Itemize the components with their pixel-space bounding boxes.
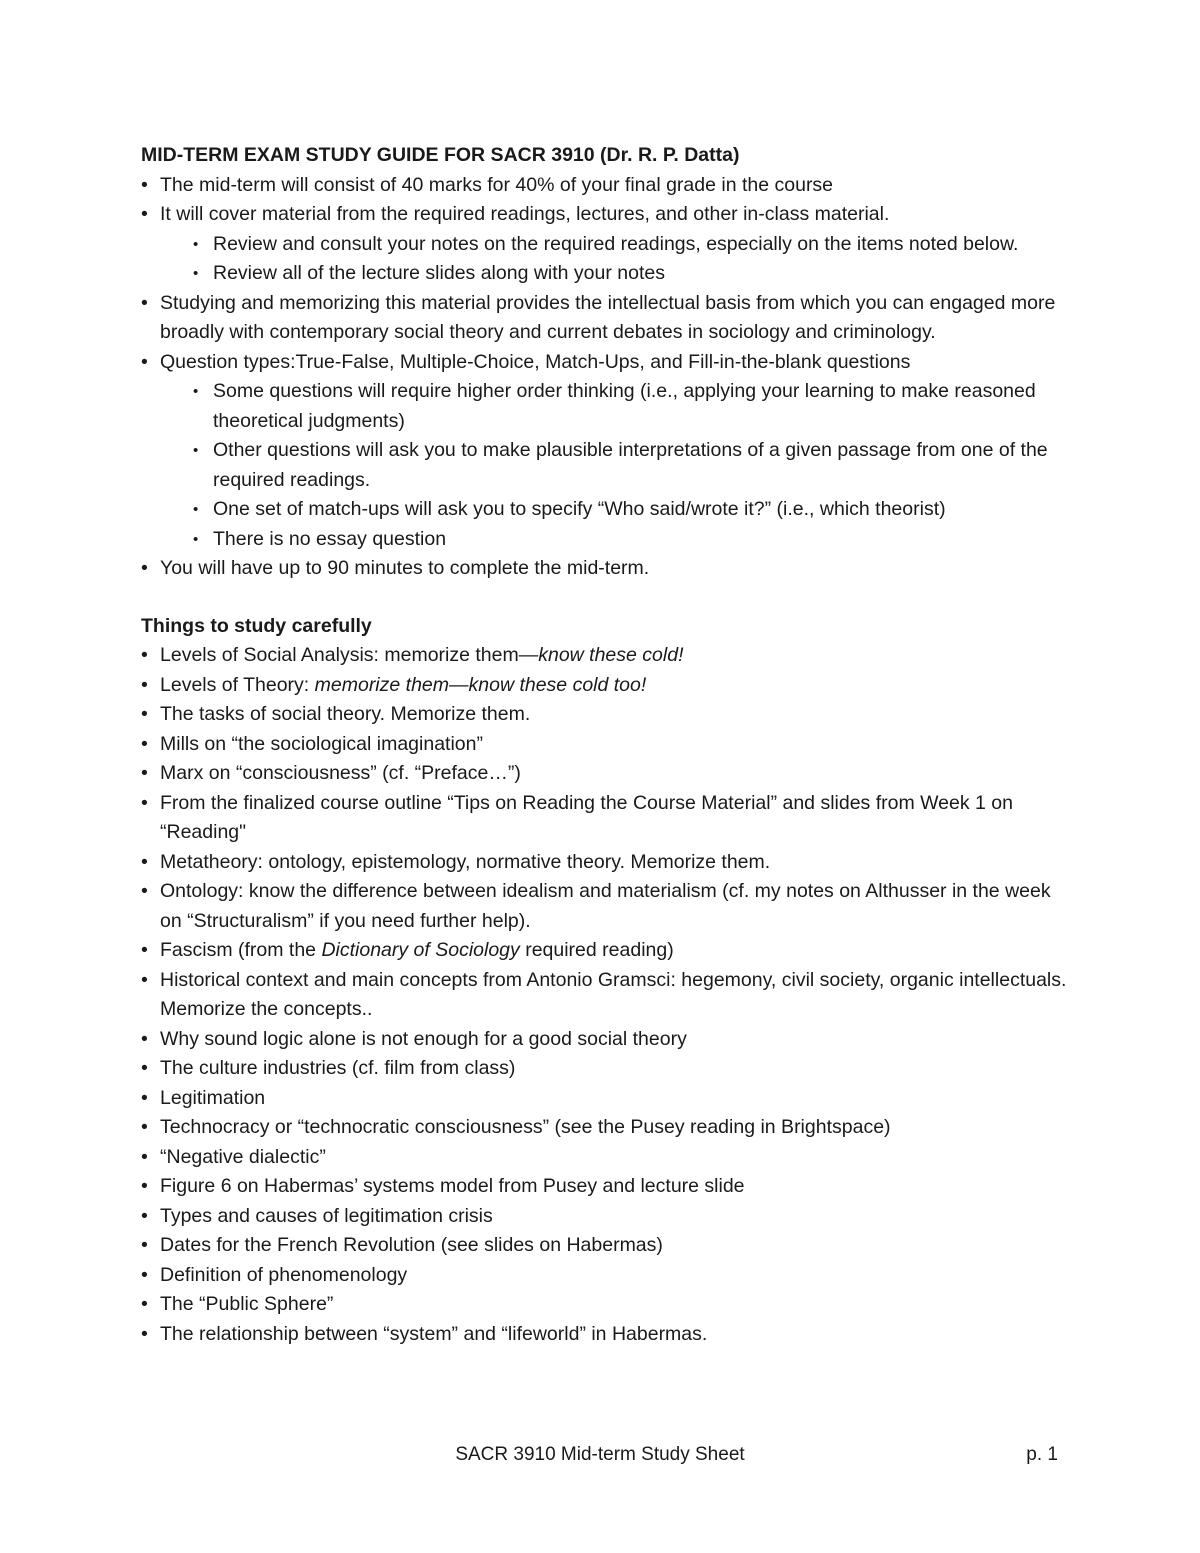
list-item <box>141 1113 1071 1143</box>
item-text: Metatheory: ontology, epistemology, normative theory. Memorize them. <box>160 850 771 873</box>
list-item <box>141 1054 1071 1084</box>
item-emphasis: know these cold! <box>538 644 684 666</box>
item-text: Some questions will require higher order thinking (i.e., applying your learning to make reasoned theoretical judgments) <box>213 380 1036 432</box>
item-text: Ontology: know the difference between idealism and materialism (cf. my notes on Althusser in the week on “Structuralism” if you need further help). <box>160 880 1051 932</box>
list-item <box>141 700 1071 730</box>
list-item <box>141 1290 1071 1320</box>
list-item <box>141 1320 1071 1350</box>
item-text: Mills on “the sociological imagination” <box>160 732 483 755</box>
study-list <box>141 641 1071 1349</box>
item-text: Technocracy or “technocratic consciousness” (see the Pusey reading in Brightspace) <box>160 1116 891 1138</box>
item-text: The tasks of social theory. Memorize them. <box>160 703 531 725</box>
item-text: Marx on “consciousness” (cf. “Preface…”) <box>160 762 521 784</box>
sub-list-item <box>193 230 1071 260</box>
list-item <box>141 200 1071 289</box>
list-item <box>141 171 1071 201</box>
item-text: Review and consult your notes on the required readings, especially on the items noted below. <box>213 232 1019 255</box>
list-item <box>141 1172 1071 1202</box>
sub-list-item <box>193 436 1071 495</box>
sub-list <box>160 230 1071 289</box>
list-item <box>141 966 1071 1025</box>
item-text: From the finalized course outline “Tips on Reading the Course Material” and slides from Week 1 on “Reading" <box>160 791 1013 843</box>
item-text: Types and causes of legitimation crisis <box>160 1204 493 1227</box>
section-spacer <box>141 584 1071 612</box>
item-text: Definition of phenomenology <box>160 1263 408 1286</box>
list-item <box>141 1261 1071 1291</box>
sub-list-item <box>193 525 1071 555</box>
item-text: Dates for the French Revolution (see slides on Habermas) <box>160 1234 663 1256</box>
page-number: p. 1 <box>1026 1444 1058 1465</box>
list-item <box>141 1084 1071 1114</box>
list-item <box>141 730 1071 760</box>
item-text: Levels of Theory: <box>160 673 315 696</box>
sub-list-item <box>193 259 1071 289</box>
item-text: The mid-term will consist of 40 marks for 40% of your final grade in the course <box>160 173 834 196</box>
list-item <box>141 671 1071 701</box>
list-item <box>141 1202 1071 1232</box>
list-item <box>141 789 1071 848</box>
list-item <box>141 877 1071 936</box>
document-body <box>141 141 1071 1349</box>
item-text: Question types:True-False, Multiple-Choice, Match-Ups, and Fill-in-the-blank questions <box>160 350 911 373</box>
list-item <box>141 554 1071 584</box>
sub-list <box>160 377 1071 554</box>
item-text: The culture industries (cf. film from class) <box>160 1057 516 1079</box>
item-text: Figure 6 on Habermas’ systems model from Pusey and lecture slide <box>160 1175 745 1197</box>
item-text: You will have up to 90 minutes to complete the mid-term. <box>160 557 650 579</box>
list-item <box>141 1025 1071 1055</box>
study-heading: Things to study carefully <box>141 614 372 637</box>
item-text: Review all of the lecture slides along with your notes <box>213 262 665 284</box>
item-text: Why sound logic alone is not enough for a good social theory <box>160 1027 687 1050</box>
book-title: Dictionary of Sociology <box>321 939 520 961</box>
item-text: Fascism (from the <box>160 939 322 961</box>
item-text: Studying and memorizing this material provides the intellectual basis from which you can engaged more broadly with contemporary social theory and current debates in sociology and criminology. <box>160 291 1056 343</box>
item-text: The relationship between “system” and “lifeworld” in Habermas. <box>160 1322 708 1345</box>
list-item <box>141 348 1071 555</box>
footer-title: SACR 3910 Mid-term Study Sheet <box>455 1444 745 1465</box>
item-text: Levels of Social Analysis: memorize them— <box>160 644 539 666</box>
item-text: required reading) <box>519 939 674 961</box>
list-item <box>141 289 1071 348</box>
item-text: There is no essay question <box>213 527 447 550</box>
item-text: It will cover material from the required readings, lectures, and other in-class material. <box>160 203 890 225</box>
list-item <box>141 1231 1071 1261</box>
sub-list-item <box>193 377 1071 436</box>
exam-info-list <box>141 171 1071 584</box>
item-text: One set of match-ups will ask you to specify “Who said/wrote it?” (i.e., which theorist) <box>213 498 946 520</box>
list-item <box>141 848 1071 878</box>
document-title: MID-TERM EXAM STUDY GUIDE FOR SACR 3910 (Dr. R. P. Datta) <box>141 144 740 166</box>
list-item <box>141 759 1071 789</box>
item-text: Other questions will ask you to make plausible interpretations of a given passage from one of the required readings. <box>213 439 1048 491</box>
item-text: Legitimation <box>160 1086 266 1109</box>
item-text: Historical context and main concepts from Antonio Gramsci: hegemony, civil society, organic intellectuals. Memorize the concepts.. <box>160 968 1067 1020</box>
item-emphasis: memorize them—know these cold too! <box>314 673 647 696</box>
list-item <box>141 641 1071 671</box>
list-item <box>141 1143 1071 1173</box>
list-item <box>141 936 1071 966</box>
sub-list-item <box>193 495 1071 525</box>
item-text: “Negative dialectic” <box>160 1145 326 1168</box>
item-text: The “Public Sphere” <box>160 1293 334 1315</box>
